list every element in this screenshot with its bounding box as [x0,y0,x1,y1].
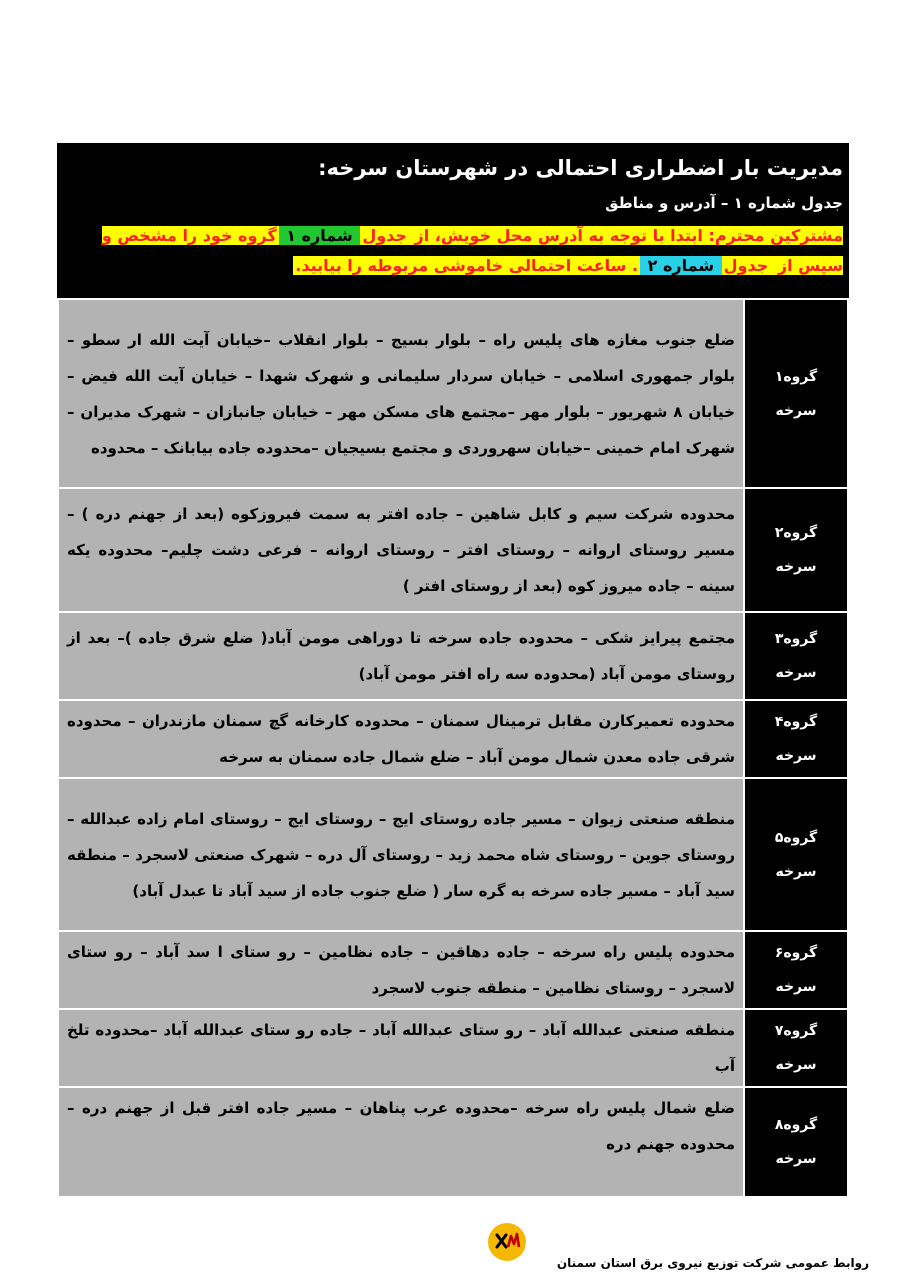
table-row [58,1009,848,1087]
group-label: گروه۲ [774,525,818,541]
group-city: سرخه [775,863,817,880]
footer [469,1222,869,1280]
group-label: گروه۸ [774,1117,818,1133]
group-city: سرخه [775,748,817,764]
group-label-cell [744,931,848,1009]
groups-table [57,298,849,1198]
group-city: سرخه [775,1057,817,1073]
group-label-cell [744,612,848,700]
group-label: گروه۶ [774,945,818,961]
group-label-cell [744,299,848,488]
group-areas: منطقه صنعتی عبدالله آباد – رو ستای عبدالله آباد – جاده رو ستای عبدالله آباد –محدوده تلخ آب [58,1009,744,1087]
group-label-cell [744,778,848,931]
table-subtitle: جدول شماره ۱ – آدرس و مناطق [605,194,843,212]
group-label-cell [744,488,848,612]
group-label-cell [744,1009,848,1087]
group-city: سرخه [775,559,817,575]
table-row [58,931,848,1009]
group-areas: منطقه صنعتی زیوان – مسیر جاده روستای ایج – روستای ایج – روستای امام زاده عبدالله – روستای جوین – روستای شاه محمد زید – روستای آل دره – شهرک صنعتی لاسجرد – منطقه سید آباد – مسیر جاده سرخه به گره سار ( ضلع جنوب جاده از سید آباد تا عبدل آباد) [58,778,744,931]
group-city: سرخه [775,665,817,681]
table-row [58,488,848,612]
page-title: مدیریت بار اضطراری احتمالی در شهرستان سرخه: [318,156,843,180]
group-label: گروه۳ [774,631,818,647]
table-row [58,299,848,488]
notice-part-1: مشترکین محترم: ابتدا با توجه به آدرس محل خویش، از [408,226,843,245]
notice-part-5: جدول [723,256,769,275]
group-areas: ضلع شمال پلیس راه سرخه –محدوده عرب پناهان – مسیر جاده افتر قبل از جهنم دره – محدوده جهنم دره [58,1087,744,1197]
group-areas: مجتمع پیرایز شکی – محدوده جاده سرخه تا دوراهی مومن آباد( ضلع شرق جاده )– بعد از روستای مومن آباد (محدوده سه راه افتر مومن آباد) [58,612,744,700]
table-row [58,612,848,700]
group-city: سرخه [775,1151,817,1167]
group-label: گروه۷ [774,1023,818,1039]
table-row [58,1087,848,1197]
group-areas: ضلع جنوب مغازه های پلیس راه – بلوار بسیج – بلوار انقلاب –خیابان آیت الله ار سطو – بلوار جمهوری اسلامی – خیابان سردار سلیمانی و شهرک شهدا – خیابان آیت الله فیض – خیابان ۸ شهریور – بلوار مهر –مجتمع های مسکن مهر – خیابان جانبازان – شهرک مدیران – شهرک امام خمینی –خیابان سهروردی و مجتمع بسیجیان –محدوده جاده بیابانک – محدوده [58,299,744,488]
footer-text: روابط عمومی شرکت توزیع نیروی برق استان سمنان [556,1256,869,1270]
group-label-cell [744,700,848,778]
group-label: گروه۱ [774,368,818,385]
group-label-cell [744,1087,848,1197]
notice-part-2: جدول [362,226,407,245]
notice-part-6: شماره ۲ [642,256,720,275]
table-row [58,778,848,931]
table-row [58,700,848,778]
group-city: سرخه [775,979,817,995]
group-areas: محدوده پلیس راه سرخه – جاده دهاقین – جاده نظامین – رو ستای ا سد آباد – رو ستای لاسجرد – روستای نظامین – منطقه جنوب لاسجرد [58,931,744,1009]
group-label: گروه۴ [774,714,818,730]
group-areas: محدوده تعمیرکارن مقابل ترمینال سمنان – محدوده کارخانه گچ سمنان مازندران – محدوده شرقی جاده معدن شمال مومن آباد – ضلع شمال جاده سمنان به سرخه [58,700,744,778]
electricity-company-logo-icon [487,1222,527,1262]
group-city: سرخه [775,402,817,419]
header-block [57,143,849,298]
notice-part-4: گروه خود را مشخص و سپس از [101,226,843,275]
group-label: گروه۵ [774,829,818,846]
document [57,143,849,1198]
notice-part-7: . ساعت احتمالی خاموشی مربوطه را بیابید. [295,256,639,275]
group-areas: محدوده شرکت سیم و کابل شاهین – جاده افتر به سمت فیروزکوه (بعد از جهنم دره ) – مسیر روستای اروانه – روستای افتر – روستای اروانه – فرعی دشت چلیم– محدوده یکه سینه – جاده میروز کوه (بعد از روستای افتر ) [58,488,744,612]
notice-part-3: شماره ۱ [280,226,359,245]
notice-text [63,221,843,281]
